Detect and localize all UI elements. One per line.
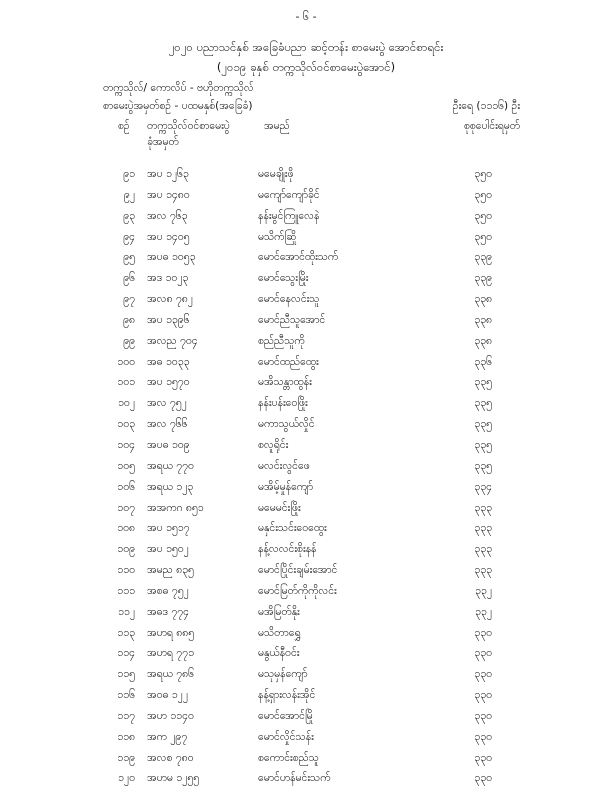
table-row xyxy=(0,251,612,272)
serial-number: ၉၅ xyxy=(123,251,135,264)
roll-number: အဓ ၁၀၃၃ xyxy=(147,355,190,368)
serial-number: ၁၁၈ xyxy=(117,730,135,743)
student-name: နန်းပန်းဝေဖြိုး xyxy=(258,397,308,410)
table-row xyxy=(0,564,612,585)
table-row xyxy=(0,231,612,252)
serial-number: ၁၁၄ xyxy=(117,647,135,660)
student-name: မောင်ပြိုင်းချမ်းအောင် xyxy=(258,564,338,577)
roll-number: အရယ ၇၈၆ xyxy=(147,668,195,681)
total-marks: ၃၃၆ xyxy=(474,355,492,368)
roll-number: အလ ၇၅၂ xyxy=(147,397,187,410)
total-marks: ၃၃၀ xyxy=(474,772,492,785)
page-number: - ၆ - xyxy=(295,10,317,23)
results-list xyxy=(0,168,612,793)
student-name: မသုမှန်ကျော် xyxy=(258,668,308,681)
total-marks: ၃၃၅ xyxy=(474,397,492,410)
total-marks: ၃၃၈ xyxy=(474,293,492,306)
table-row xyxy=(0,168,612,189)
table-row xyxy=(0,752,612,773)
student-name: စကောင်းစည်သူ xyxy=(258,751,319,764)
roll-number: အပ ၁၅၁၇ xyxy=(147,522,190,535)
student-name: မအိမြတ်နိုး xyxy=(258,605,300,618)
table-row xyxy=(0,189,612,210)
student-name: မကာသွယ်လှိုင် xyxy=(258,418,315,431)
serial-number: ၉၉ xyxy=(123,334,135,347)
header-name: အမည် xyxy=(264,120,290,132)
student-name: နန့်ရှားလန်းအိုင် xyxy=(258,689,316,702)
serial-number: ၁၀၅ xyxy=(117,459,135,472)
student-name: မမေမင်းဖြိုး xyxy=(258,501,301,514)
roll-number: အပ ၁၄၈၀ xyxy=(147,188,190,201)
roll-number: အပ ၁၂၆၃ xyxy=(147,168,189,180)
total-marks: ၃၃၃ xyxy=(474,564,492,577)
roll-number: အဟမ ၁၂၅၅ xyxy=(147,772,200,785)
table-row xyxy=(0,502,612,523)
table-row xyxy=(0,439,612,460)
student-name: မအိမ့်မှုန်ကျော် xyxy=(258,480,314,493)
roll-number: အဓဒ ၇၇၄ xyxy=(147,605,190,618)
total-marks: ၃၃၅ xyxy=(474,376,492,389)
serial-number: ၉၁ xyxy=(123,168,135,180)
serial-number: ၁၀၁ xyxy=(117,376,135,389)
total-marks: ၃၃၀ xyxy=(474,626,492,639)
serial-number: ၉၄ xyxy=(123,230,135,243)
table-row xyxy=(0,585,612,606)
total-marks: ၃၃၉ xyxy=(474,272,492,285)
total-marks: ၃၃၃ xyxy=(474,501,492,514)
document-title: ၂၀၂၀ ပညာသင်နှစ် အခြေခံပညာ ဆင့်တန်း စာမေးပွဲ အောင်စာရင်း xyxy=(168,40,444,54)
total-marks: ၃၃၈ xyxy=(474,313,492,326)
total-marks: ၃၃၃ xyxy=(474,543,492,556)
roll-number: အဟရ ၈၈၅ xyxy=(147,626,195,639)
table-row xyxy=(0,710,612,731)
student-name: မောင်နေလင်းသူ xyxy=(258,293,320,306)
total-marks: ၃၃၀ xyxy=(474,751,492,764)
table-row xyxy=(0,731,612,752)
candidate-count: ဦးရေ (၁၁၁၆) ဦး xyxy=(452,100,520,112)
student-name: စလူရိုင်း xyxy=(258,438,289,451)
total-marks: ၃၅၀ xyxy=(474,230,492,243)
serial-number: ၁၀၇ xyxy=(117,501,135,514)
roll-number: အဒ ၁၀၂၃ xyxy=(147,272,189,285)
student-name: မနှင်းသင်းဝေထွေး xyxy=(258,522,327,535)
table-row xyxy=(0,293,612,314)
table-row xyxy=(0,335,612,356)
serial-number: ၁၀၃ xyxy=(117,418,135,431)
total-marks: ၃၃၅ xyxy=(474,438,492,451)
student-name: မအိသန္တာထွန်း xyxy=(258,376,312,389)
roll-number: အပဓ ၁၀၉ xyxy=(147,438,190,451)
student-name: မောင်ထည်ထွေး xyxy=(258,355,319,368)
roll-number: အပ ၁၄၀၅ xyxy=(147,230,190,243)
student-name: မောင်မြတ်ကိုကိုလင်း xyxy=(258,584,337,597)
serial-number: ၉၆ xyxy=(123,272,135,285)
total-marks: ၃၃၅ xyxy=(474,418,492,431)
table-row xyxy=(0,481,612,502)
roll-number: အဟ ၁၁၄၀ xyxy=(147,709,194,722)
table-row xyxy=(0,210,612,231)
table-row xyxy=(0,606,612,627)
serial-number: ၁၀၆ xyxy=(117,480,135,493)
roll-number: အပ ၁၅၀၂ xyxy=(147,543,189,556)
table-row xyxy=(0,647,612,668)
student-name: မမေချိုးဖို xyxy=(258,168,294,180)
header-total-marks: စုစုပေါင်းရမှတ် xyxy=(463,120,520,132)
roll-number: အပ ၁၃၉၆ xyxy=(147,313,190,326)
total-marks: ၃၃၂ xyxy=(475,605,492,618)
total-marks: ၃၃၈ xyxy=(474,334,492,347)
serial-number: ၁၀၈ xyxy=(117,522,135,535)
roll-number: အဝဓ ၁၂၂ xyxy=(147,689,189,702)
student-name: မကျော်ကျော်ခိုင် xyxy=(258,188,320,201)
university-line: တက္ကသိုလ်/ ကောလိပ် - ဗဟိုတက္ကသိုလ် xyxy=(103,82,254,94)
total-marks: ၃၅၀ xyxy=(474,188,492,201)
serial-number: ၁၁၀ xyxy=(117,564,135,577)
roll-number: အအကဂ ၈၅၁ xyxy=(147,501,204,514)
roll-number: အပ ၁၅၇၀ xyxy=(147,376,190,389)
serial-number: ၁၁၅ xyxy=(117,668,135,681)
total-marks: ၃၃၀ xyxy=(474,709,492,722)
total-marks: ၃၃၅ xyxy=(474,459,492,472)
table-row xyxy=(0,772,612,793)
serial-number: ၁၁၁ xyxy=(117,584,135,597)
total-marks: ၃၅၀ xyxy=(474,209,492,222)
student-name: မသိတာရွှေ xyxy=(258,626,301,639)
student-name: မသိက်ဆြို xyxy=(258,230,297,243)
student-name: မောင်ဟန်မင်းသက် xyxy=(258,772,331,785)
serial-number: ၉၇ xyxy=(123,293,135,306)
total-marks: ၃၃၀ xyxy=(474,668,492,681)
serial-number: ၁၀၉ xyxy=(117,543,135,556)
student-name: မောင်ညီသူအောင် xyxy=(258,313,326,326)
total-marks: ၃၃၄ xyxy=(474,480,492,493)
roll-number: အလည ၇၀၄ xyxy=(147,334,198,347)
roll-number: အလစ ၇၈၀ xyxy=(147,751,194,764)
roll-number: အလ ၇၆၆ xyxy=(147,418,188,431)
total-marks: ၃၅၀ xyxy=(474,168,492,180)
table-row xyxy=(0,314,612,335)
serial-number: ၉၈ xyxy=(123,313,135,326)
total-marks: ၃၃၀ xyxy=(474,689,492,702)
roll-number: အပဓ ၁၀၅၃ xyxy=(147,251,196,264)
roll-number: အရယ ၇၇၀ xyxy=(147,459,194,472)
student-name: မောင်သွေးမြိုး xyxy=(258,272,309,285)
roll-number: အစဓ ၇၅၂ xyxy=(147,584,189,597)
exam-class-line: စာမေးပွဲအမှတ်စဉ် - ပထမနှစ်(အခြေခံ) xyxy=(103,100,253,112)
roll-number: အက ၂၉၇ xyxy=(147,730,188,743)
serial-number: ၉၃ xyxy=(123,209,135,222)
serial-number: ၁၁၆ xyxy=(117,689,135,702)
roll-number: အလ ၇၆၃ xyxy=(147,209,188,222)
serial-number: ၁၀၂ xyxy=(118,397,135,410)
roll-number: အဟရ ၇၇၁ xyxy=(147,647,194,660)
serial-number: ၁၁၇ xyxy=(117,709,135,722)
serial-number: ၉၂ xyxy=(123,188,135,201)
student-name: မောင်အောင်ထိုးသက် xyxy=(258,251,339,264)
student-name: နန်းမွင်ကြူလေနဲ xyxy=(258,209,320,222)
table-row xyxy=(0,627,612,648)
table-row xyxy=(0,397,612,418)
table-row xyxy=(0,356,612,377)
total-marks: ၃၃၂ xyxy=(475,584,492,597)
table-row xyxy=(0,272,612,293)
table-row xyxy=(0,418,612,439)
serial-number: ၁၁၂ xyxy=(118,605,135,618)
serial-number: ၁၂၀ xyxy=(118,772,135,785)
student-name: မနွယ်နီဝင်း xyxy=(258,647,300,660)
table-row xyxy=(0,543,612,564)
total-marks: ၃၃၃ xyxy=(474,522,492,535)
student-name: မောင်လှိုင်သန်း xyxy=(258,730,314,743)
serial-number: ၁၀၄ xyxy=(117,438,135,451)
table-row xyxy=(0,522,612,543)
table-row xyxy=(0,376,612,397)
header-serial: စဉ် xyxy=(118,120,130,132)
total-marks: ၃၃၀ xyxy=(474,647,492,660)
total-marks: ၃၃၀ xyxy=(474,730,492,743)
serial-number: ၁၁၉ xyxy=(117,751,135,764)
header-roll: တက္ကသိုလ်ဝင်စာမေးပွဲ xyxy=(147,120,230,132)
roll-number: အရယ ၁၂၃ xyxy=(147,480,194,493)
student-name: နန့်လလင်းစိုးနန် xyxy=(258,543,317,556)
student-name: စည်ညီသူကို xyxy=(258,334,305,347)
serial-number: ၁၀၀ xyxy=(117,355,135,368)
table-row xyxy=(0,460,612,481)
document-subtitle: (၂၀၁၉ ခုနှစ် တက္ကသိုလ်ဝင်စာမေးပွဲအောင်) xyxy=(216,60,396,74)
table-row xyxy=(0,668,612,689)
serial-number: ၁၁၃ xyxy=(117,626,135,639)
header-roll-number: ခုံအမှတ် xyxy=(147,136,179,148)
roll-number: အမည ၈၃၅ xyxy=(147,564,194,577)
total-marks: ၃၃၉ xyxy=(474,251,492,264)
student-name: မောင်အောင်မြို xyxy=(258,709,313,722)
table-row xyxy=(0,689,612,710)
roll-number: အလ၈ ၇၈၂ xyxy=(147,293,193,306)
student-name: မလင်းလွင်ဖေ xyxy=(258,459,310,472)
